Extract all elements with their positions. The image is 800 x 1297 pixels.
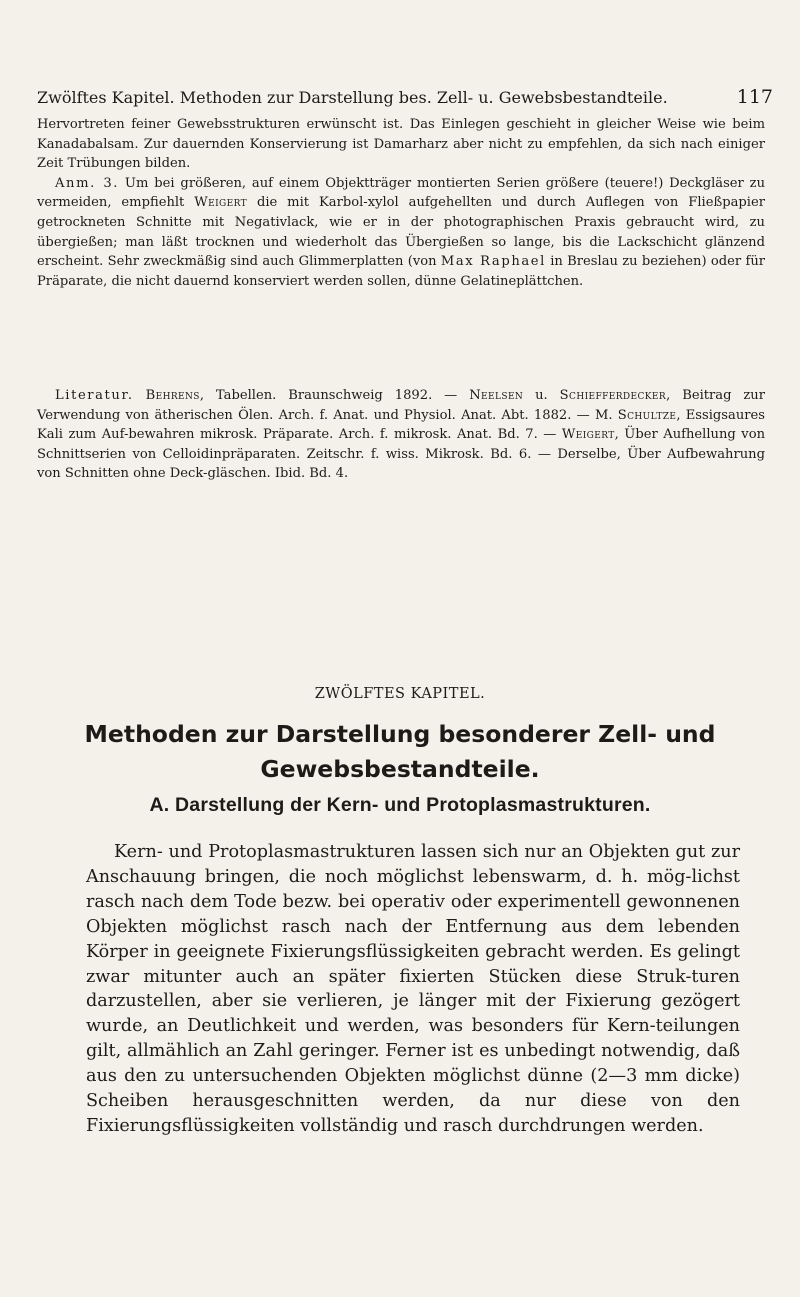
chapter-title-line-1: Methoden zur Darstellung besonderer Zell- und xyxy=(84,720,716,748)
body-text xyxy=(86,840,740,1139)
annotation-text-1: Um bei größeren, auf einem Objektträger montierten Serien größere (teuere!) Deckgläser zu vermeiden, empfiehlt xyxy=(37,175,766,211)
literature-text-4: , Essigsaures Kali zum Auf-bewahren mikrosk. Präparate. Arch. f. mikrosk. Anat. Bd. 7. — xyxy=(37,407,765,443)
annotation-text-3: in Breslau zu beziehen) oder für Präparate, die nicht dauernd konserviert werden sollen, dünne Gelatineplättchen. xyxy=(37,254,766,289)
small-print-notes xyxy=(37,115,765,291)
literature-text-1: , Tabellen. Braunschweig 1892. — xyxy=(199,388,470,403)
section-title: A. Darstellung der Kern- und Protoplasmastrukturen. xyxy=(149,794,651,816)
body-paragraph: Kern- und Protoplasmastrukturen lassen sich nur an Objekten gut zur Anschauung bringen, die noch möglichst lebenswarm, d. h. mög-lichst rasch nach dem Tode bezw. bei operativ oder experimentell gewonnenen Objekten möglichst rasch nach der Entfernung aus dem lebenden Körper in geeignete Fixierungsflüssigkeiten gebracht werden. Es gelingt zwar mitunter auch an später fixierten Stücken diese Struk-turen darzustellen, aber sie verlieren, je länger mit der Fixierung gezögert wurde, an Deutlichkeit und werden, was besonders für Kern-teilungen gilt, allmählich an Zahl geringer. Ferner ist es unbedingt notwendig, daß aus den zu untersuchenden Objekten möglichst dünne (2—3 mm dicke) Scheiben herausgeschnitten werden, da nur diese von den Fixierungsflüssigkeiten vollständig und rasch durchdrungen werden. xyxy=(86,842,740,1136)
author-neelsen: Neelsen xyxy=(469,388,524,403)
literature-text-3: , Beitrag zur Verwendung von ätherischen Ölen. Arch. f. Anat. und Physiol. Anat. Abt. 1882. — M. xyxy=(37,388,765,423)
literature-paragraph xyxy=(37,386,765,484)
author-weigert-2: Weigert xyxy=(561,427,615,443)
annotation-text-2: die mit Karbol-xylol aufgehellten und durch Auflegen von Fließpapier getrockneten Schnitte mit Negativlack, wie er in der photographischen Praxis gebraucht wird, zu übergießen; man läßt trocknen und wiederholt das Übergießen so lange, bis die Lackschicht glänzend erscheint. Sehr zweckmäßig sind auch Glimmerplatten (von xyxy=(37,195,765,270)
literature-text-2: u. xyxy=(523,388,560,403)
chapter-title-line-2: Gewebsbestandteile. xyxy=(260,755,540,783)
chapter-title xyxy=(40,717,760,787)
annotation-label: Anm. 3. xyxy=(55,175,120,191)
running-header xyxy=(37,86,773,112)
literature-block xyxy=(37,386,765,484)
author-schultze: Schultze xyxy=(617,407,677,423)
author-behrens: Behrens xyxy=(145,388,200,403)
author-schieffer: Schiefferdecker xyxy=(559,388,667,403)
literature-text-5: , Über Aufhellung von Schnittserien von Celloidinpräparaten. Zeitschr. f. wiss. Mikrosk. Bd. 6. — Derselbe, Über Aufbewahrung von Schnitten ohne Deck-gläschen. Ibid. Bd. 4. xyxy=(37,427,766,482)
author-weigert: Weigert xyxy=(194,195,248,211)
name-raphael: Max Raphael xyxy=(440,254,546,270)
annotation-3 xyxy=(37,174,765,292)
continuation-paragraph: Hervortreten feiner Gewebsstrukturen erwünscht ist. Das Einlegen geschieht in gleicher Weise wie beim Kanadabalsam. Zur dauernden Konservierung ist Damarharz aber nicht zu empfehlen, da sich nach einiger Zeit Trübungen bilden. xyxy=(37,117,765,172)
chapter-label: ZWÖLFTES KAPITEL. xyxy=(314,686,486,702)
running-title: Zwölftes Kapitel. Methoden zur Darstellung bes. Zell- u. Gewebsbestandteile. xyxy=(37,88,668,107)
literature-label: Literatur. xyxy=(55,388,134,403)
page-number: 117 xyxy=(736,86,773,108)
